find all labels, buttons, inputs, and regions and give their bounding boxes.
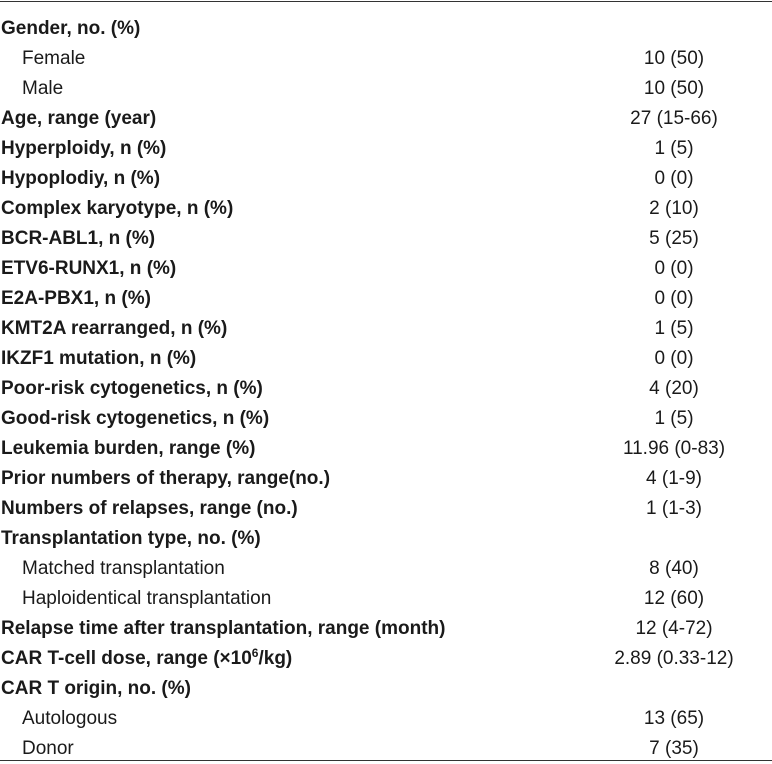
row-label: Female [22,48,86,69]
row-value: 4 (20) [649,378,699,399]
row-value: 2.89 (0.33-12) [614,648,734,669]
row-value: 0 (0) [654,258,694,279]
row-label: IKZF1 mutation, n (%) [1,348,197,369]
row-label: Transplantation type, no. (%) [1,528,261,549]
table-row [0,524,772,554]
table-row [0,464,772,494]
row-label: ETV6-RUNX1, n (%) [1,258,177,279]
row-label: Numbers of relapses, range (no.) [1,498,298,519]
row-value: 0 (0) [654,348,694,369]
table-row [0,284,772,314]
table-row [0,584,772,614]
row-value: 8 (40) [649,558,699,579]
row-value: 10 (50) [643,78,705,99]
table-row [0,494,772,524]
row-value: 1 (5) [654,318,694,339]
row-value: 12 (60) [643,588,705,609]
row-value: 10 (50) [643,48,705,69]
row-label: Leukemia burden, range (%) [1,438,256,459]
row-value: 11.96 (0-83) [622,438,726,459]
row-label: CAR T origin, no. (%) [1,678,191,699]
top-rule [0,1,772,2]
row-value: 7 (35) [649,738,699,759]
row-label: Donor [22,738,74,759]
row-label: Matched transplantation [22,558,225,579]
row-label: Gender, no. (%) [1,18,141,39]
row-value: 0 (0) [654,288,694,309]
row-value: 4 (1-9) [646,468,702,489]
row-label: KMT2A rearranged, n (%) [1,318,228,339]
row-label: E2A-PBX1, n (%) [1,288,151,309]
table-row [0,134,772,164]
table-row [0,674,772,704]
row-label-text: /kg) [258,648,293,669]
table-row [0,554,772,584]
row-value: 27 (15-66) [630,108,718,129]
row-value: 13 (65) [643,708,705,729]
table-row [0,254,772,284]
table-row [0,374,772,404]
row-label: Relapse time after transplantation, range (month) [1,618,446,639]
table-row [0,344,772,374]
table-body [0,14,772,764]
bottom-rule [0,760,772,761]
row-value: 1 (1-3) [646,498,702,519]
table-row [0,14,772,44]
table-row [0,644,772,674]
row-label: Age, range (year) [1,108,157,129]
row-label-superscript: 6 [251,646,259,660]
table-row [0,44,772,74]
table-row [0,224,772,254]
row-label: Hypoplodiy, n (%) [1,168,161,189]
row-label: Poor-risk cytogenetics, n (%) [1,378,263,399]
row-label: Prior numbers of therapy, range(no.) [1,468,331,489]
row-value: 1 (5) [654,408,694,429]
row-label: Complex karyotype, n (%) [1,198,234,219]
table-row [0,614,772,644]
table-row [0,74,772,104]
row-label: BCR-ABL1, n (%) [1,228,156,249]
row-label-text: CAR T-cell dose, range (×10 [1,648,252,669]
table-row [0,314,772,344]
row-value: 5 (25) [649,228,699,249]
row-label: Good-risk cytogenetics, n (%) [1,408,270,429]
row-label: Male [22,78,64,99]
table-row [0,404,772,434]
row-label: Autologous [22,708,118,729]
table-row [0,704,772,734]
table-row [0,194,772,224]
row-label: Haploidentical transplantation [22,588,272,609]
row-value: 2 (10) [649,198,699,219]
table-row [0,164,772,194]
row-label: Hyperploidy, n (%) [1,138,167,159]
table-row [0,434,772,464]
row-value: 1 (5) [654,138,694,159]
table-row [0,104,772,134]
row-value: 0 (0) [654,168,694,189]
row-value: 12 (4-72) [635,618,713,639]
